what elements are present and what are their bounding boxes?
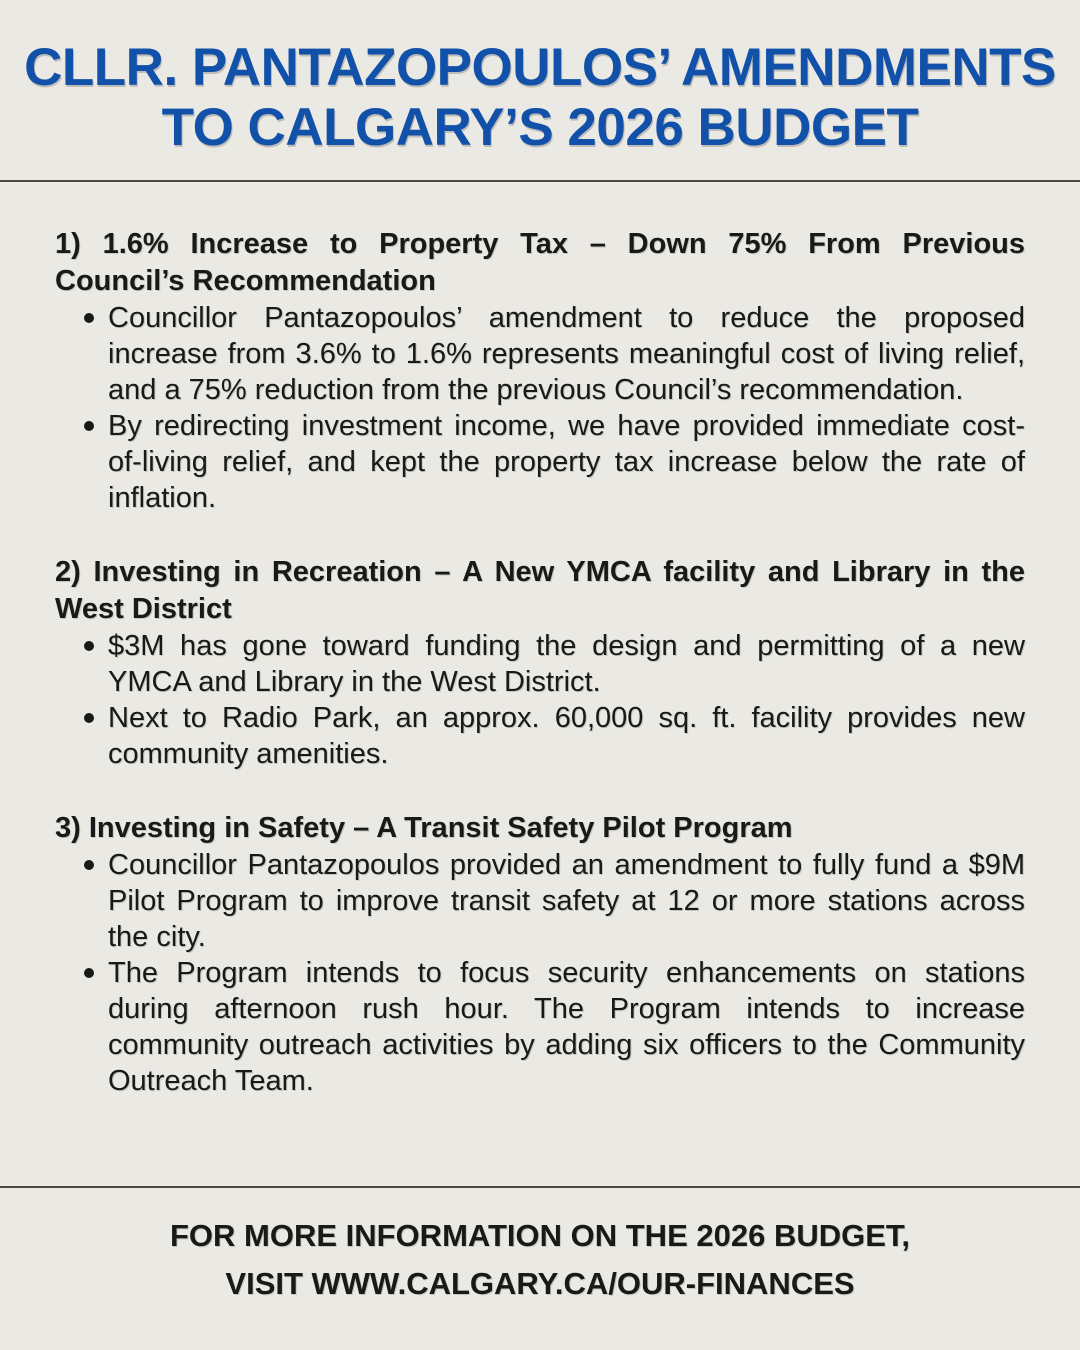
bullet-text: The Program intends to focus security enhancements on stations during afternoon rush hour. The Program intends to increase community outreach activities by adding six officers to the Community Outreach Team. <box>108 957 1025 1097</box>
bullet-icon <box>84 860 94 870</box>
bullet-text: By redirecting investment income, we have provided immediate cost-of-living relief, and kept the property tax increase below the rate of inflation. <box>108 410 1025 514</box>
footer <box>0 1212 1080 1308</box>
page-title <box>0 38 1080 158</box>
header <box>0 0 1080 158</box>
bullet-icon <box>84 713 94 723</box>
section-safety <box>55 810 1025 1099</box>
footer-divider-line <box>0 1186 1080 1188</box>
bullet-item <box>55 847 1025 955</box>
section-property-tax <box>55 226 1025 516</box>
section-heading: 3) Investing in Safety – A Transit Safety Pilot Program <box>55 812 793 844</box>
footer-line2: VISIT WWW.CALGARY.CA/OUR-FINANCES <box>225 1266 855 1301</box>
bullet-icon <box>84 968 94 978</box>
bullet-text: Councillor Pantazopoulos’ amendment to reduce the proposed increase from 3.6% to 1.6% represents meaningful cost of living relief, and a 75% reduction from the previous Council’s recommendation. <box>108 302 1025 406</box>
footer-line1: FOR MORE INFORMATION ON THE 2026 BUDGET, <box>169 1218 911 1253</box>
bullet-item <box>55 955 1025 1099</box>
bullet-icon <box>84 421 94 431</box>
body-content <box>0 182 1080 1099</box>
bullet-text: $3M has gone toward funding the design and permitting of a new YMCA and Library in the West District. <box>108 630 1025 698</box>
bullet-icon <box>84 313 94 323</box>
section-heading: 1) 1.6% Increase to Property Tax – Down 75% From Previous Council’s Recommendation <box>55 228 1025 297</box>
page-title-line2: TO CALGARY’S 2026 BUDGET <box>161 98 919 157</box>
bullet-item <box>55 700 1025 772</box>
section-recreation <box>55 554 1025 772</box>
bullet-item <box>55 408 1025 516</box>
bullet-icon <box>84 641 94 651</box>
bullet-item <box>55 300 1025 408</box>
bullet-item <box>55 628 1025 700</box>
bullet-text: Next to Radio Park, an approx. 60,000 sq. ft. facility provides new community amenities. <box>108 702 1025 770</box>
page-title-line1: CLLR. PANTAZOPOULOS’ AMENDMENTS <box>24 38 1056 97</box>
section-heading: 2) Investing in Recreation – A New YMCA facility and Library in the West District <box>55 556 1025 625</box>
bullet-text: Councillor Pantazopoulos provided an amendment to fully fund a $9M Pilot Program to improve transit safety at 12 or more stations across the city. <box>108 849 1025 953</box>
